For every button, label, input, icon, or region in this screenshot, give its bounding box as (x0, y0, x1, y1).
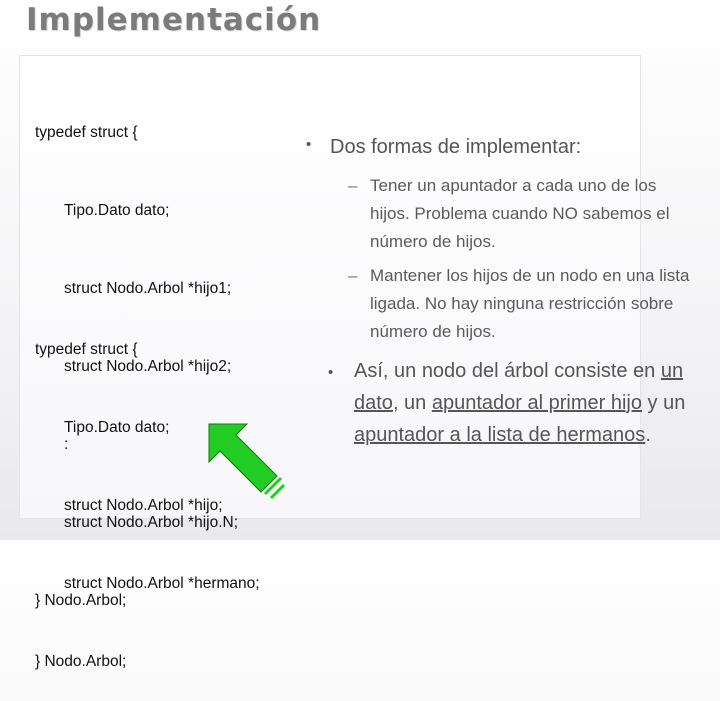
underlined-term-first-child: apuntador al primer hijo (431, 392, 642, 414)
subbullet-linked-list (348, 262, 700, 346)
bullet-implementation-ways (306, 136, 582, 159)
bullet-text-part: Así, un nodo del árbol consiste en (354, 360, 661, 382)
dash-marker: – (348, 266, 358, 285)
code-line: } Nodo.Arbol; (35, 653, 127, 670)
bullet-text-part: y un (641, 392, 686, 414)
bullet-text: Dos formas de implementar: (330, 136, 582, 158)
underlined-term-dato: un dato (354, 360, 684, 414)
code-line: Tipo.Dato dato; (64, 419, 170, 436)
bullet-node-consists (328, 355, 699, 451)
code-line: : (64, 436, 69, 453)
code-line: typedef struct { (35, 124, 138, 141)
bullet-text-part: , un (392, 392, 432, 414)
slide-title: Implementación (26, 2, 322, 38)
subbullet-text: Mantener los hijos de un nodo en una lista ligada. No hay ninguna restricción sobre número de hijos. (370, 266, 690, 341)
arrow-up-left-icon (205, 420, 285, 500)
bullet-text-part: . (645, 424, 651, 446)
code-line: struct Nodo.Arbol *hijo2; (64, 358, 232, 375)
subbullet-pointer-per-child (348, 172, 690, 256)
underlined-term-siblings: apuntador a la lista de hermanos (354, 424, 646, 446)
dash-marker: – (348, 176, 358, 195)
code-line: struct Nodo.Arbol *hijo.N; (64, 514, 239, 531)
code-line: struct Nodo.Arbol *hermano; (64, 575, 260, 592)
bullet-marker: • (328, 364, 334, 381)
subbullet-text: Tener un apuntador a cada uno de los hijos. Problema cuando NO sabemos el número de hijos. (370, 176, 670, 251)
code-line: typedef struct { (35, 341, 138, 358)
code-line: struct Nodo.Arbol *hijo1; (64, 280, 232, 297)
code-line: struct Nodo.Arbol *hijo; (64, 497, 223, 514)
bullet-marker: • (306, 136, 312, 153)
code-line: } Nodo.Arbol; (35, 592, 127, 609)
code-line: Tipo.Dato dato; (64, 202, 170, 219)
